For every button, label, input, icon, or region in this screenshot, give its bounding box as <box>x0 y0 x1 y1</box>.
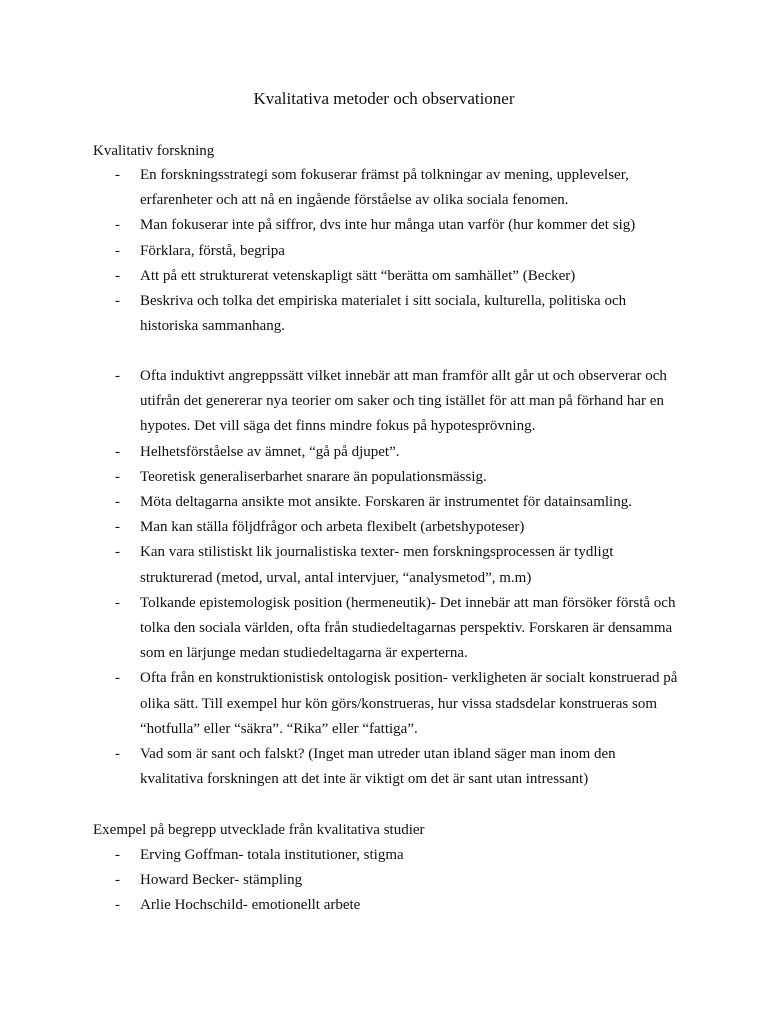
list-item-text: Möta deltagarna ansikte mot ansikte. Forskaren är instrumentet för datainsamling. <box>140 494 632 511</box>
bullet-dash: - <box>115 443 120 460</box>
list-item-text: Man fokuserar inte på siffror, dvs inte hur många utan varför (hur kommer det sig) <box>140 217 636 234</box>
bullet-dash: - <box>115 468 120 485</box>
list-item <box>93 540 675 590</box>
list-item <box>93 364 680 440</box>
list-item <box>93 666 685 742</box>
list-item-text: Beskriva och tolka det empiriska materialet i sitt sociala, kulturella, politiska och historiska sammanhang. <box>140 293 627 335</box>
list-item <box>93 843 693 868</box>
section-heading-kvalitativ-forskning: Kvalitativ forskning <box>93 143 215 159</box>
bullet-dash: - <box>115 167 120 183</box>
list-item <box>93 440 693 465</box>
list-item <box>93 591 690 667</box>
list-item-text: En forskningsstrategi som fokuserar främst på tolkningar av mening, upplevelser, erfarenheter och att nå en ingående förståelse av olika sociala fenomen. <box>140 167 629 209</box>
bullet-list-characteristics-a <box>93 163 693 339</box>
bullet-dash: - <box>115 897 120 914</box>
bullet-dash: - <box>115 494 120 511</box>
list-item <box>93 515 693 540</box>
list-item-text: Tolkande epistemologisk position (hermeneutik)- Det innebär att man försöker förstå och tolka den sociala världen, ofta från studiedeltagarnas perspektiv. Forskaren är densamma som en lärjunge medan studiedeltagarna är experterna. <box>140 594 676 662</box>
bullet-dash: - <box>115 293 120 310</box>
list-item-text: Man kan ställa följdfrågor och arbeta flexibelt (arbetshypoteser) <box>140 519 525 536</box>
list-item-text: Att på ett strukturerat vetenskapligt sätt “berätta om samhället” (Becker) <box>140 267 576 284</box>
bullet-dash: - <box>115 670 120 687</box>
list-item-text: Ofta från en konstruktionistisk ontologisk position- verkligheten är socialt konstruerad på olika sätt. Till exempel hur kön görs/konstrueras, hur vissa stadsdelar konstrueras som “hotfulla” eller “säkra”. “Rika” eller “fattiga”. <box>140 670 678 737</box>
list-item-text: Helhetsförståelse av ämnet, “gå på djupet”. <box>140 443 400 460</box>
list-item <box>93 893 693 918</box>
bullet-dash: - <box>115 594 120 611</box>
section-heading-exempel-begrepp: Exempel på begrepp utvecklade från kvalitativa studier <box>93 822 425 838</box>
list-item-text: Kan vara stilistiskt lik journalistiska texter- men forskningsprocessen är tydligt strukturerad (metod, urval, antal intervjuer, “analysmetod”, m.m) <box>140 544 614 586</box>
list-item <box>93 465 693 490</box>
bullet-dash: - <box>115 746 120 763</box>
list-item <box>93 213 693 238</box>
list-item <box>93 163 675 213</box>
bullet-dash: - <box>115 544 120 561</box>
bullet-list-characteristics-b <box>93 364 693 792</box>
list-item-text: Arlie Hochschild- emotionellt arbete <box>140 897 361 914</box>
bullet-list-concept-examples <box>93 843 693 919</box>
list-item <box>93 742 675 792</box>
list-item-text: Teoretisk generaliserbarhet snarare än populationsmässig. <box>140 468 487 485</box>
list-item-text: Ofta induktivt angreppssätt vilket innebär att man framför allt går ut och observerar och utifrån det genererar nya teorier om saker och ting istället för att man på förhand har en hypotes. Det vill säga det finns mindre fokus på hypotesprövning. <box>140 368 667 435</box>
list-item <box>93 868 693 893</box>
bullet-dash: - <box>115 217 120 234</box>
list-item-text: Howard Becker- stämpling <box>140 872 303 889</box>
list-item-text: Vad som är sant och falskt? (Inget man utreder utan ibland säger man inom den kvalitativa forskningen att det inte är viktigt om det är sant utan intressant) <box>140 746 616 788</box>
list-item <box>93 289 660 339</box>
list-item <box>93 239 693 264</box>
bullet-dash: - <box>115 267 120 284</box>
list-item-text: Erving Goffman- totala institutioner, stigma <box>140 847 404 863</box>
bullet-dash: - <box>115 872 120 889</box>
list-item <box>93 490 693 515</box>
list-item <box>93 264 693 289</box>
page-title: Kvalitativa metoder och observationer <box>253 89 515 108</box>
bullet-dash: - <box>115 368 120 384</box>
bullet-dash: - <box>115 242 120 259</box>
bullet-dash: - <box>115 519 120 536</box>
list-item-text: Förklara, förstå, begripa <box>140 242 285 259</box>
bullet-dash: - <box>115 847 120 863</box>
